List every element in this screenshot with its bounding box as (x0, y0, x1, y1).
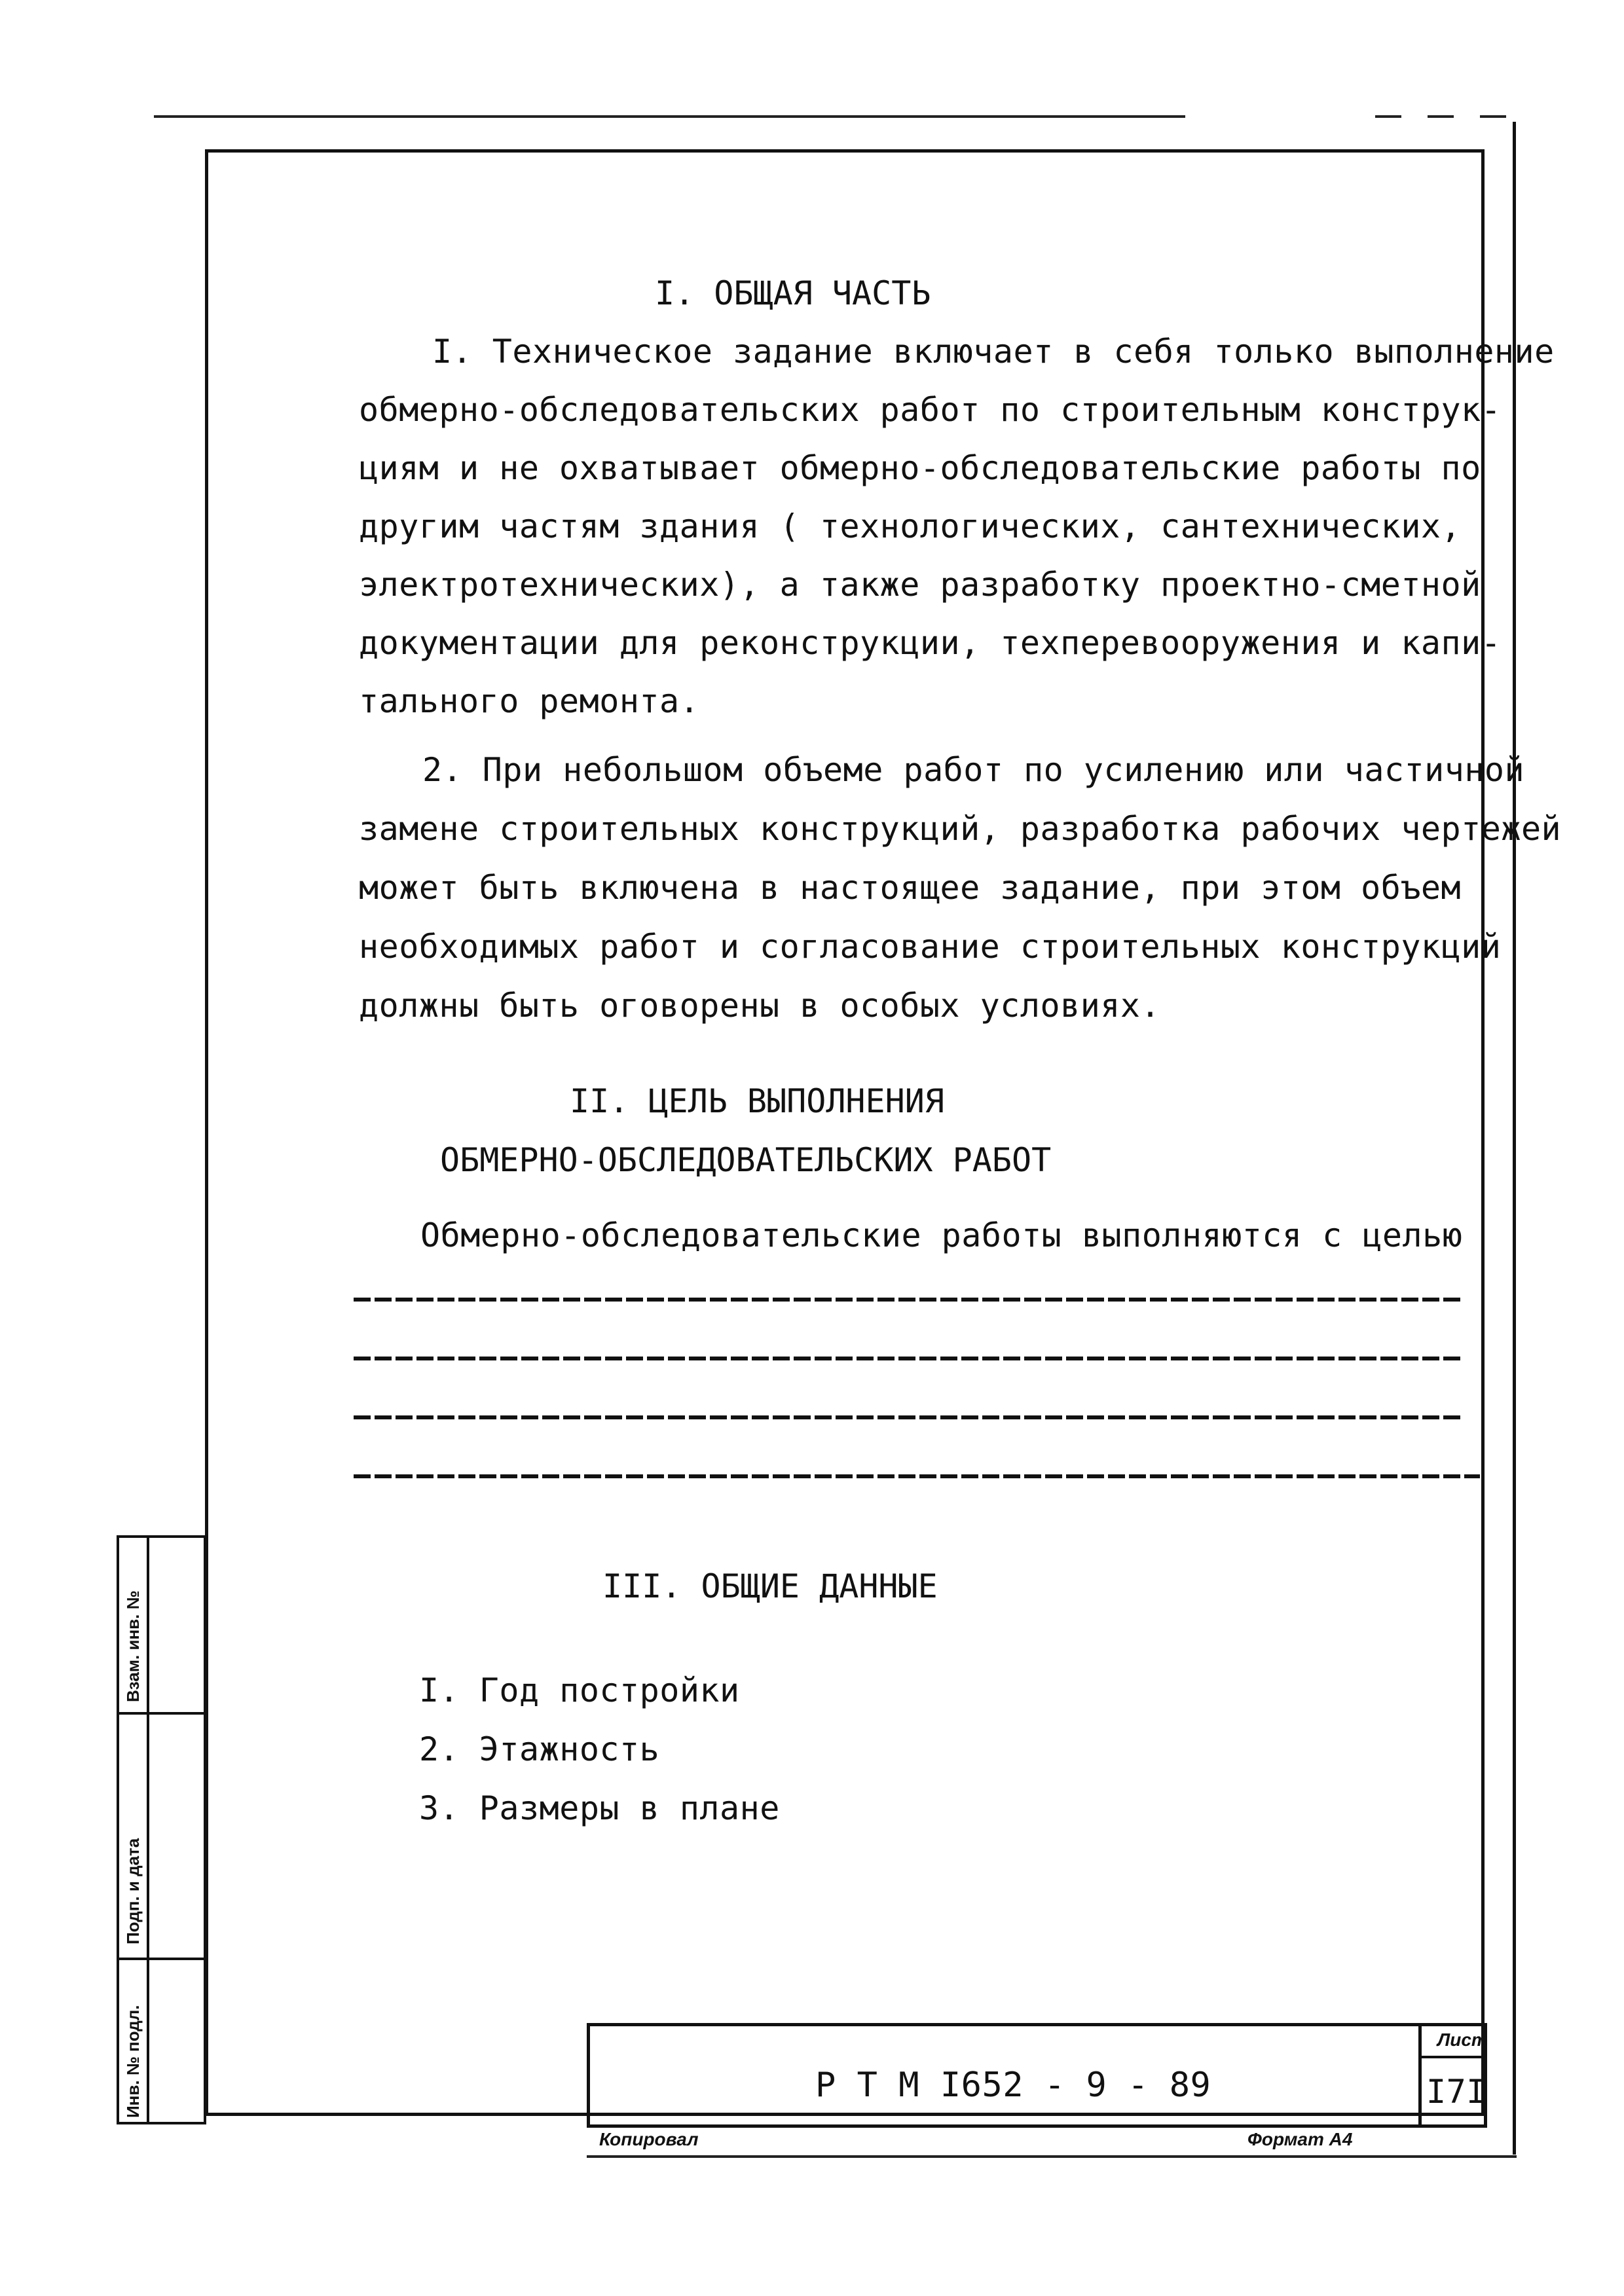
section1-line-8: 2. При небольшом объеме работ по усилению или частичной (422, 751, 1525, 789)
section2-intro: Обмерно-обследовательские работы выполняются с целью (420, 1216, 1463, 1254)
section1-heading: I. ОБЩАЯ ЧАСТЬ (655, 274, 931, 312)
section2-heading-line1: II. ЦЕЛЬ ВЫПОЛНЕНИЯ (570, 1082, 944, 1120)
fill-in-line-2 (354, 1357, 1460, 1360)
section3-item-3: 3. Размеры в плане (419, 1789, 780, 1827)
top-border-line (154, 115, 1185, 118)
section1-line-4: другим частям здания ( технологических, сантехнических, (359, 507, 1462, 545)
section2-heading-line2: ОБМЕРНО-ОБСЛЕДОВАТЕЛЬСКИХ РАБОТ (440, 1141, 1052, 1179)
section1-line-5: электротехнических), а также разработку проектно-сметной (359, 566, 1481, 604)
sheet-label: Лист (1437, 2030, 1488, 2050)
section1-line-7: тального ремонта. (359, 682, 700, 720)
fill-in-line-4 (354, 1474, 1480, 1478)
sheet-number: I7I (1426, 2073, 1486, 2111)
fill-in-line-1 (354, 1298, 1460, 1302)
bottom-border-line (587, 2155, 1517, 2158)
section3-item-1: I. Год постройки (419, 1671, 740, 1709)
section1-line-6: документации для реконструкции, техперевооружения и капи- (359, 624, 1502, 662)
frame-right-edge (1513, 122, 1516, 2155)
margin-stamp-divider-1 (117, 1712, 206, 1715)
title-block-sheet-hline (1418, 2056, 1487, 2058)
title-block-sheet-divider (1418, 2023, 1422, 2128)
page-frame (205, 149, 1485, 2116)
section3-heading: III. ОБЩИЕ ДАННЫЕ (602, 1567, 938, 1605)
stamp-label-replaced-inv: Взам. инв. № (123, 1590, 143, 1702)
copied-by-label: Копировал (599, 2129, 699, 2149)
section3-item-2: 2. Этажность (419, 1730, 660, 1768)
stamp-label-original-inv: Инв. № подл. (123, 2005, 143, 2118)
top-border-dash (1375, 115, 1506, 118)
section1-line-11: необходимых работ и согласование строительных конструкций (359, 928, 1502, 966)
section1-line-12: должны быть оговорены в особых условиях. (359, 987, 1161, 1025)
fill-in-line-3 (354, 1415, 1460, 1419)
document-designation: Р Т М I652 - 9 - 89 (815, 2066, 1211, 2105)
section1-line-9: замене строительных конструкций, разработка рабочих чертежей (359, 810, 1562, 848)
margin-stamp-divider-2 (117, 1958, 206, 1960)
section1-line-1: I. Техническое задание включает в себя только выполнение (432, 333, 1555, 371)
section1-line-10: может быть включена в настоящее задание, при этом объем (359, 869, 1462, 907)
stamp-label-signature-date: Подп. и дата (123, 1838, 143, 1944)
section1-line-2: обмерно-обследовательских работ по строительным конструк- (359, 391, 1502, 429)
format-label: Формат А4 (1247, 2129, 1353, 2149)
section1-line-3: циям и не охватывает обмерно-обследовательские работы по (359, 449, 1481, 487)
